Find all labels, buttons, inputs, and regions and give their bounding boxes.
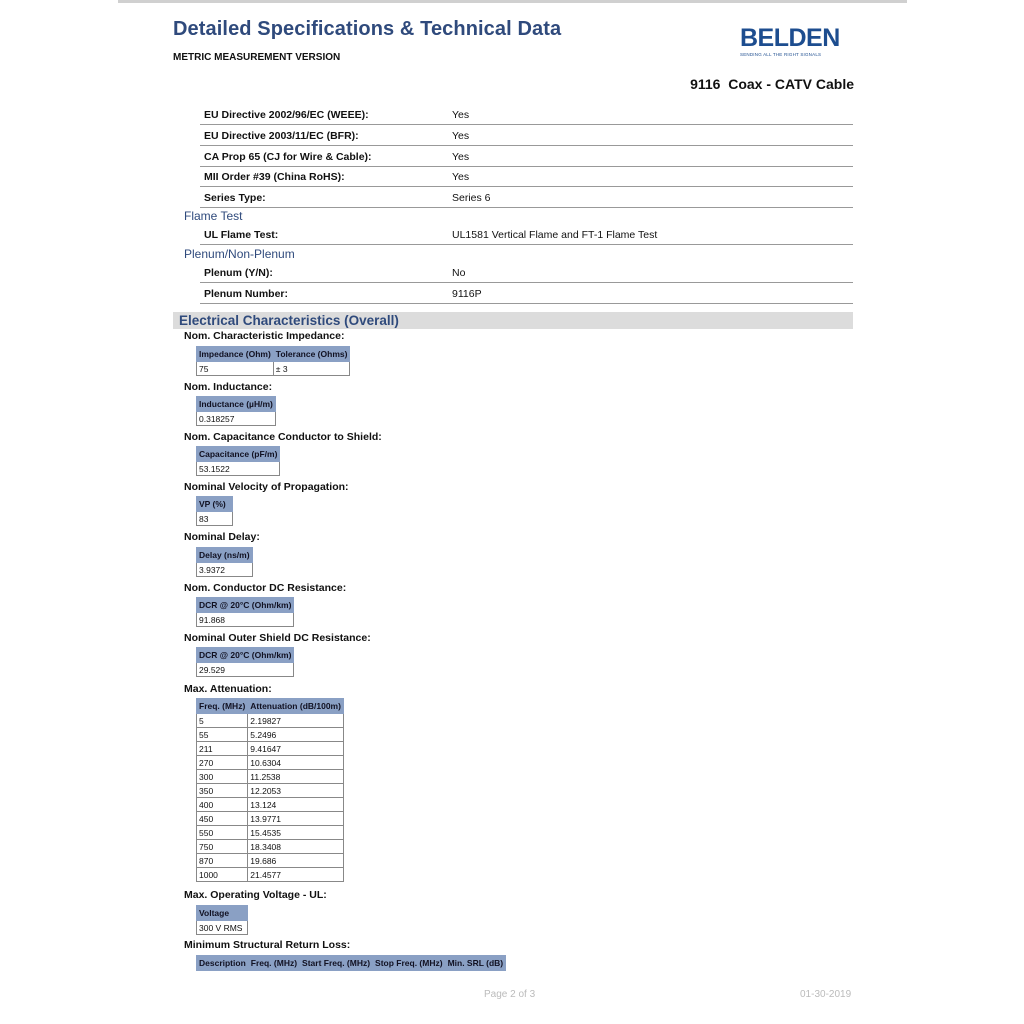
table-cell: 2.19827: [248, 714, 344, 728]
table-cell: 3.9372: [197, 563, 253, 577]
spec-row: [200, 125, 853, 146]
spec-row: [200, 166, 853, 187]
document-date: 01-30-2019: [800, 989, 852, 1000]
table-row: [197, 742, 344, 756]
table-cell: 5.2496: [248, 728, 344, 742]
table-header: Description: [197, 956, 249, 971]
table-cell: 1000: [197, 868, 248, 882]
page-number: Page 2 of 3: [484, 989, 536, 1000]
dcr-label: Nom. Conductor DC Resistance:: [184, 582, 347, 594]
page-title: Detailed Specifications & Technical Data: [173, 18, 562, 40]
table-cell: 870: [197, 854, 248, 868]
table-cell: 83: [197, 512, 233, 526]
velocity-table: [196, 496, 233, 526]
table-cell: 211: [197, 742, 248, 756]
attenuation-table: [196, 698, 344, 882]
table-header: Freq. (MHz): [197, 699, 248, 714]
spec-row: [200, 104, 853, 125]
table-cell: 29.529: [197, 663, 294, 677]
voltage-table: [196, 905, 248, 935]
delay-label: Nominal Delay:: [184, 531, 260, 543]
table-header: Stop Freq. (MHz): [373, 956, 446, 971]
spec-value: 9116P: [452, 288, 482, 300]
table-header: Inductance (µH/m): [197, 397, 276, 412]
voltage-label: Max. Operating Voltage - UL:: [184, 889, 327, 901]
srl-label: Minimum Structural Return Loss:: [184, 939, 351, 951]
table-cell: 300: [197, 770, 248, 784]
table-row: [197, 784, 344, 798]
table-cell: 9.41647: [248, 742, 344, 756]
delay-table: [196, 547, 253, 577]
page-subtitle: METRIC MEASUREMENT VERSION: [173, 52, 341, 63]
table-cell: 11.2538: [248, 770, 344, 784]
spec-value: Yes: [452, 130, 470, 142]
shield-dcr-table: [196, 647, 294, 677]
table-row: [197, 826, 344, 840]
capacitance-label: Nom. Capacitance Conductor to Shield:: [184, 431, 382, 443]
spec-label: EU Directive 2003/11/EC (BFR):: [204, 130, 359, 142]
inductance-label: Nom. Inductance:: [184, 381, 273, 393]
table-cell: 13.9771: [248, 812, 344, 826]
spec-value: Yes: [452, 171, 470, 183]
belden-logo: [740, 25, 840, 57]
table-header: Start Freq. (MHz): [300, 956, 373, 971]
table-cell: 0.318257: [197, 412, 276, 426]
spec-label: CA Prop 65 (CJ for Wire & Cable):: [204, 151, 372, 163]
table-cell: ± 3: [273, 362, 350, 376]
table-header: Freq. (MHz): [248, 956, 299, 971]
spec-label: EU Directive 2002/96/EC (WEEE):: [204, 109, 369, 121]
shield-dcr-label: Nominal Outer Shield DC Resistance:: [184, 632, 371, 644]
table-cell: 18.3408: [248, 840, 344, 854]
top-rule: [118, 0, 907, 3]
spec-row: [200, 146, 853, 167]
table-row: [197, 868, 344, 882]
spec-value: No: [452, 267, 466, 279]
table-row: [197, 840, 344, 854]
table-row: [197, 854, 344, 868]
table-cell: 5: [197, 714, 248, 728]
table-header: Capacitance (pF/m): [197, 447, 280, 462]
table-header: Delay (ns/m): [197, 548, 253, 563]
table-cell: 270: [197, 756, 248, 770]
spec-row: [200, 283, 853, 304]
table-header: VP (%): [197, 497, 233, 512]
spec-label: Plenum Number:: [204, 288, 289, 300]
capacitance-table: [196, 446, 280, 476]
table-header: DCR @ 20°C (Ohm/km): [197, 648, 294, 663]
spec-row: [200, 187, 853, 208]
table-cell: 15.4535: [248, 826, 344, 840]
table-header: Attenuation (dB/100m): [248, 699, 344, 714]
plenum-heading: Plenum/Non-Plenum: [184, 247, 295, 261]
table-cell: 21.4577: [248, 868, 344, 882]
impedance-label: Nom. Characteristic Impedance:: [184, 330, 345, 342]
spec-value: Series 6: [452, 192, 491, 204]
table-row: [197, 756, 344, 770]
spec-value: UL1581 Vertical Flame and FT-1 Flame Test: [452, 229, 658, 241]
spec-row: [200, 262, 853, 283]
table-row: [197, 728, 344, 742]
table-row: [197, 714, 344, 728]
table-row: [197, 812, 344, 826]
table-cell: 350: [197, 784, 248, 798]
table-cell: 55: [197, 728, 248, 742]
spec-label: Series Type:: [204, 192, 266, 204]
table-cell: 300 V RMS: [197, 921, 248, 935]
attenuation-label: Max. Attenuation:: [184, 683, 272, 695]
table-row: [197, 798, 344, 812]
table-cell: 53.1522: [197, 462, 280, 476]
electrical-heading: Electrical Characteristics (Overall): [179, 313, 399, 328]
spec-row: [200, 224, 853, 245]
spec-label: UL Flame Test:: [204, 229, 279, 241]
table-header: DCR @ 20°C (Ohm/km): [197, 598, 294, 613]
table-header: Impedance (Ohm): [197, 347, 274, 362]
table-cell: 550: [197, 826, 248, 840]
table-cell: 19.686: [248, 854, 344, 868]
inductance-table: [196, 396, 276, 426]
spec-value: Yes: [452, 151, 470, 163]
table-cell: 750: [197, 840, 248, 854]
srl-table: [196, 955, 506, 971]
table-cell: 12.2053: [248, 784, 344, 798]
table-header: Voltage: [197, 906, 248, 921]
spec-label: MII Order #39 (China RoHS):: [204, 171, 345, 183]
dcr-table: [196, 597, 294, 627]
spec-value: Yes: [452, 109, 470, 121]
table-cell: 75: [197, 362, 274, 376]
table-header: Tolerance (Ohms): [273, 347, 350, 362]
logo-wordmark: BELDEN: [740, 24, 840, 52]
flame-heading: Flame Test: [184, 209, 243, 223]
table-row: [197, 770, 344, 784]
table-cell: 400: [197, 798, 248, 812]
table-cell: 450: [197, 812, 248, 826]
product-name: 9116 Coax - CATV Cable: [690, 76, 854, 92]
logo-tagline: SENDING ALL THE RIGHT SIGNALS: [740, 52, 822, 57]
table-header: Min. SRL (dB): [445, 956, 506, 971]
table-cell: 91.868: [197, 613, 294, 627]
table-cell: 13.124: [248, 798, 344, 812]
velocity-label: Nominal Velocity of Propagation:: [184, 481, 349, 493]
impedance-table: [196, 346, 350, 376]
spec-label: Plenum (Y/N):: [204, 267, 273, 279]
table-cell: 10.6304: [248, 756, 344, 770]
